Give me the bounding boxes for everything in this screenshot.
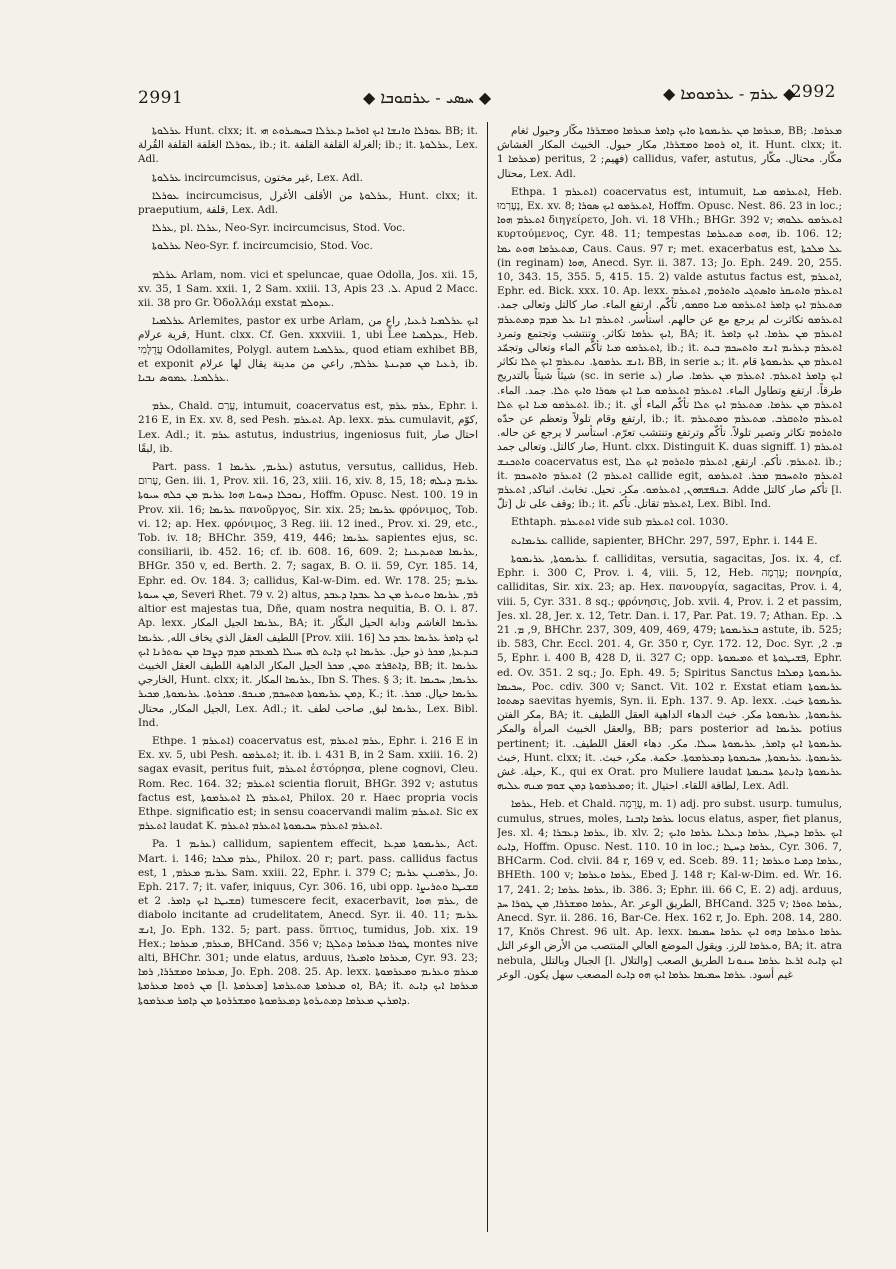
- left-column: [138, 124, 478, 1236]
- left-column-entry: ܥܪܠܡ Arlam, nom. vici et speluncae, quae Odolla, Jos. xii. 15, xv. 35, 1 Sam. xxii. 1, 2 Sam. xxiii. 13, Apis ܠ. 23. Apud 2 Macc. xii. 38 pro Gr. Ὀδολλάμ exstat ܥܕܘܠܡ.: [138, 268, 478, 310]
- left-column-entry: Pa. ܥܪܝܡ 1) callidum, sapientem effecit, ܥܪܝܡܘܬܐ ܡܕܥܐ, Act. Mart. i. 146; ܥܪܡ ܡܠܟܐ, Philox. 20 r; part. pass. callidus factus est, ܥܪܝܡ ܡܥܪܡ, 1 Sam. xxiii. 22, Ephr. i. 379 C; ܥܪܡܝܢܢ ܥܪܝܡ, Jo. Eph. 217. 7; it. vafer, iniquus, Cyr. 306. 16, ubi opp. ܩܫܝܛܐ ܘܬܪܝܨܐ et ܩܫܝܛܐ ܐܝܟ ܕܐܡܪ. 2) tumescere fecit, exacerbavit, ܥܪܡ ܗܘܐ, de diabolo incitante ad crudelitatem, Anecd. Syr. ii. 40. 11; ܥܪܝܡ ܐܢܫ, Jo. Eph. 132. 5; part. pass. ὕπτιος, tumidus, Job. xix. 19 Hex.; ܡܥܪܡ, ܡܥܪܡܐ, BHCand. 356 v; ܛܘܪܐ ܡܥܪܡܐ ܕܬܠܓܐ montes nive alti, BHChr. 301; unde elatus, arduus, ܡܥܪܡܐ ܘܐܡܝܪܐ, Cyr. 93. 23; ܡܥܪܡܐ ܘܡܫܪܪܐ, ܪܡܐ, Jo. Eph. 208. 25. Ap. lexx. ܡܥܪܡ ܘܥܪܝܡ ܘܡܥܪܡܘܬܐ ܡܢ ܪܘܡܐ ܡܥܪܡܬܐ [l. ܡܥܪܡܬܐ] ܐܘ ܡܥܪܡܬܐ ܡܬܥܪܡܬܐ, BA; it. ܡܥܪܡܐ ܐܝܟ ܕܐܝܬ ܕܐܡܪܝܢ ܡܥܪܡܐ ܕܡܬܝܪܘܬܐ ܕܡܥܪܡܘܬܐ ܘܡܫܪܪܘܬܐ ܡܢ ܕܐܡܪ ܡܥܪܡܘܬܐ.: [138, 838, 478, 1007]
- right-column-entry: Ethtaph. ܐܬܬܥܪܡ vide sub ܐܬܥܪܡ col. 1030.: [511, 516, 729, 529]
- right-column-entry: Ethpa. ܐܬܥܪܡ 1) coacervatus est, intumuit, ܐܬܥܪܡܘ ܡܝܐ, Heb. נֶעֶרְמוּ, Ex. xv. 8; ܐܬܥܪܡܘ ܐܝܟ ܣܘܪܐ, Hoffm. Opusc. Nest. 86. 23 in loc.; ܐܬܥܪܡ ܗܘܐ διηγείρετο, Joh. vi. 18 VHh.; BHGr. 392 v; ܐܬܥܪܡܘ ܥܠܘܗܝ κυρτούμενος, Cyr. 48. 11; tempestas ܗܘܬ ܡܬܥܪܡܐ, ib. 106. 12; ܡܬܥܪܡܐ ܗܘܬ ܝܡܐ, Caus. Caus. 97 r; met. exacerbatus est, ܥܠ ܡܠܟܬܐ (in reginam) ܗܘܐ, Anecd. Syr. ii. 387. 13; Jo. Eph. 249. 20, 255. 10, 343. 15, 355. 5, 415. 15. 2) valde astutus factus est, ܐܬܥܪܡ, Ephr. ed. Bick. xxx. 10. Ap. lexx. ܐܬܥܪܡ ܘܐܬܝܩܪ ܘܐܣܬܓܝ ܘܐܬܪܘܡ, ܐܬܥܪܡ ܡܬܥܪܡ ܐܝܟ ܕܐܡܪ ܐܬܥܪܡܘ ܡܝܐ ܘܩܡܘ, تأكّم. ارتفع الماء. صار كالتل وتعالى جمد. ܐܬܥܪܡܘ تكاثرت لم يرجع مع عن حالهم. استأسر. ܐܬܥܪܡ ܐܢܐ ܥܠ ܡܕܡ ܕܡܬܥܪܡ ܐܝܟ ܥܪܡܐ تكاثر. وتنتشب وتجتمع وتمرد, BA; it. ܐܬܥܪܡ ܡܢ ܥܪܡܐ. ܐܝܟ ܕܐܡܪ ܐܬܥܪܡܘ ܡܝܐ تأكّم الماء وتعالى وتجمّد, ib.; it. ܐܬܥܪܡ ܕܥܪܝܡ ܐܢܫ ܘܐܬܚܟܡ ܒܝܬ ܐܢܫ ܥܪܡܘܬܐ. ܢܬܥܪܡ ܐܝܟ ܬܠܐ تكاثر، BB, in serie ܥ; it. ܐܬܥܪܡ ܡܢ ܥܪܝܡܘܬܐ قام شيئاً شيئاً بالتدريج (sc. in serie ܥ) ܐܝܟ ܕܐܡܪ ܐܬܥܪܡ. ܐܬܥܪܡ ܡܢ ܥܪܡܐ. صار طرقاً. ارتفع وتطاول الماء. ܐܬܥܪܡ ܐܬܥܪܡܘ ܡܝܐ ܐܝܟ ܣܘܪܐ ܘܐܝܟ ܬܠܐ. جمد. الماء. ܐܬܥܪܡܘ ܡܝܐ ܐܝܟ ܬܠܐ. ib.; it. ܐܬܥܪܡ ܡܢ ܥܪܡܐ. ܡܬܥܪܡ ܐܝܟ ܬܠܐ تأكّم الماء أي ارتفع وقام تلولاً وتعظم عن حدّه, ib.; it. ܐܬܥܪܡ ܘܐܬܩܪܒ. ܡܬܥܪܡ ܘܡܬܥܪܡ ܘܐܬܪܘܡ تكاثر وتصير تلولاً. تأكّم وترتفع وتنتشب تعرّم. استأسر لا يرجع عن حاله. صار كالتل. وتعالى جمد, Hunt. clxx. Distinguit K. duas signiff. 1) ܐܬܥܪܡ ܘܐܬܟܢܫ coacervatus est, ܐܬܥܪܡ. تأكم. ارتقع, ܐܬܥܪܡ ܘܐܬܪܘܡ ܐܝܟ ܬܠܐ. ib.; it. ܐܬܥܪܡ 2) ܐܬܥܪܡ ܘܐܬܚܟܡ callide egit, ܐܬܥܪܡ ܘܐܬܚܟܡ ܡܟܪ. ܐܬܥܪܡܘ ܒܢܦܫܗܘܢ, ܐܬܥܪܡܘ. مكر. تحيل. تخابث. اتباكد, ܐܬܥܪܡ. Adde تأكم صار كالتل [l. تلّ] وقف على تل; ib.; it. ܐܬܥܪܡ تقاتل. تأكم, Lex. Bibl. Ind.: [497, 185, 842, 511]
- right-column-entry: ܥܪܝܡܐܝܬ callide, sapienter, BHChr. 297, 597, Ephr. i. 144 E.: [511, 534, 818, 547]
- column-divider: [487, 122, 488, 1232]
- right-column-entry: ܡܥܪܡܐ ܡܢ ܥܪܝܡܘܬܐ ܘܐܝܟ ܕܐܡܪ ܡܥܪܡܐ ܘܡܫܪܪܐ مكّار وحيول ثغام, BB; ܡܥܪܡܐ. ܐܘ ܪܘܡܐ ܘܡܫܪܪܐ, مكار حيول. الخبيث المكار الغشاش, it. Hunt. clxx; it. ܡܥܪܡܐ 1) peritus, فهيم; 2) callidus, vafer, astutus, مكّار. محتال. مكّار محتال, Lex. Adl.: [497, 125, 842, 180]
- right-column-entry: ܥܪܡܐ, Heb. et Chald. עֲרֵמָה, m. 1) adj. pro subst. usurp. tumulus, cumulus, strues, moles, ܥܪܡܐ ܕܐܒܢܐ locus elatus, asper, fiet planus, Jes. xl. 4; ܥܪܡܐ ܕܥܒܪܐ, ib. xlv. 2; ܐܝܟ ܥܪܡܐ ܕܚܛܐ, ܥܪܡܐ ܕܥܠܝܐ ܥܪܡܐ ܘܐܝܟ ܕܐܝܬ, Hoffm. Opusc. Nest. 110. 10 in loc.; ܥܪܡܐ ܕܚܛܐ, Cyr. 306. 7, BHCarm. Cod. clvii. 84 r, 169 v, ed. Sceb. 89. 11; ܥܪܡܐ ܕܡܝܐ ܘܥܪܡܐ, BHEth. 100 v; ܥܪܡܐ ܘܥܪܡܐ, Ebed J. 148 r; Kal-w-Dim. ed. Wr. 16. 17, 241. 2; ܥܪܡܐ ܥܪܡܐ, ib. 386. 3; Ephr. iii. 66 C, E. 2) adj. arduus, ܥܪܡܐ ܘܡܫܪܪܐ, ܡܢ ܛܘܪܐ ܚܕ, Ar. الطريق الوعر, BHCand. 325 v; ܥܪܡܐ ܬܘܪܐ, Anecd. Syr. ii. 286. 16, Bar-Ce. Hex. 162 r, Jo. Eph. 208. 14, 280. 17, Knös Chrest. 96 ult. Ap. lexx. ܥܪܡܐ ܘܥܪܡܐ ܕܗܘ ܐܝܟ ܥܪܡܐ ܚܡܝܡܐ ܘܥܪܡܐ للرز. ويقول الموضع العالي المنتصب من الأرض الوعر التل, BA; it. atra nebula, الجبال وبالتلل [l. والتلال] ܐܝܟ ܕܐܝܬ ܐܪܥܐ ܥܪܡܐ ܚܢܘܢܐ الطريق الصعب غيم أسود. ܥܪܡܐ ܚܡܝܡܐ ܥܪܡܐ ܐܝܟ ܗܘ ܕܐܝܬ المصعب سهل يكون. الوعر: [497, 798, 842, 981]
- left-column-entry: ܥܪܠܡܝܐ Arlemites, pastor ex urbe Arlam, ܐܝܟ ܥܪܠܡܝܐ ܪܥܝܐ, راعٍ من قرية عرلام, Hunt. clxx. Cf. Gen. xxxviii. 1, ubi Lee ܥܕܠܡܝܐ, Heb. עֲדֻלָּמִי Odollamites, Polygl. autem ܥܪܠܡܝܐ, quod etiam exhibet BB, et exponit ܪܥܝܐ ܡܢ ܡܕܝܢܬܐ ܥܪܠܡ, راعي من مدينة يقال لها عرلام, ib. ܥܪܠܡܝܐ. ܥܡܘܣ ܢܒܝܐ.: [138, 315, 478, 385]
- left-running-head: ◆ ܚܣܝ - ܥܪܩܘܒܐ ◆: [363, 88, 492, 107]
- left-column-entry: Ethpe. ܐܬܥܪܡ 1) coacervatus est, ܥܪܡ ܐܬܥܪܡ, Ephr. i. 216 E in Ex. xv. 5, ubi Pesh. ܐܬܥܪܡܘ; it. ib. i. 431 B, in 2 Sam. xxiii. 16. 2) sagax evasit, peritus fuit, ܐܬܥܪܡ ἐστόρησα, plene cognovi, Cleu. Rom. Rec. 164. 32; ܐܬܥܪܡ scientia floruit, BHGr. 392 v; astutus factus est, ܐܬܥܪܡ ܠܐ ܐܬܥܪܡܘܬܐ, Philox. 20 r. Haec propria vocis Ethpe. significatio est; in sensu coacervandi malim ܐܬܥܪܡ. Sic ex ܐܬܥܪܡ laudat K. ܐܬܥܪܡ ܐܬܥܪܡ ܚܟܝܡܘܬܐ ܐܬܥܪܡ ܐܬܥܪܡ.: [138, 734, 478, 833]
- left-column-entry: ܥܪܠܘܬܐ Neo-Syr. f. incircumcisio, Stod. Voc.: [152, 240, 373, 253]
- left-column-entry: ܥܪܠܘܬܐ Hunt. clxx; it. ܥܘܪܠܐ ܘܐܢܫܐ ܐܝܟ ܐܘܪܚܐ ܕܥܪܠܐ ܒܚܣܝܪܘܬ ܗܝ BB; it. ܥܘܪܠܐ الغلفة القلفة القُرلة, ib.; it. الغرلة القلفة القلفة; ib.; it. ܥܪܠܘܬܐ, Lex. Adl.: [138, 125, 478, 166]
- left-column-entry: ܥܪܡ, Chald. עֲרַם, intumuit, coacervatus est, ܥܪܡ ܥܪܡ, Ephr. i. 216 E, in Ex. xv. 8, sed Pesh. ܐܬܥܪܡ. Ap. lexx. ܥܪܡ cumulavit, كوّم, Lex. Adl.; it. ܥܪܡ astutus, industrius, ingeniosus fuit, احتال صار لبقًا, ib.: [138, 400, 478, 455]
- left-column-entry: ܥܪܠܘܬܐ incircumcisus, غير مختون, Lex. Adl.: [152, 171, 363, 184]
- right-column-entry: ܥܪܝܡܘܬܐ, ܥܪܝܡܘܬܐ f. calliditas, versutia, sagacitas, Jos. ix. 4, cf. Ephr. i. 300 C, Prov. i. 4, viii. 5, 12, Heb. עָרְמָה; πονηρία, calliditas, Sir. xix. 23; ap. Hex. πανουργία, sagacitas, Prov. i. 4, viii. 5, Cyr. 331. 8 sq.; φρόνησις, Job. xvii. 4, Prov. i. 2 et passim, Jes. xl. 28, Jer. x. 12, Tetr. Dan. i. 17, Par. Pat. 19. 7; Athan. Ep. ܠ. 9, ܡ. 21, BHChr. 237, 309, 409, 469, 479; ܒܥܪܝܡܘܬܐ astute, ib. 525; ib. 583, Chr. Eccl. 201. 4, Gr. 350 r, Cyr. 172. 12, Doc. Syr. ܡ. 2, 5, Ephr. i. 400 B, 428 D, ii. 327 C; opp. ܬܡܝܡܘܬܐ et ܦܫܝܛܘܬܐ, Ephr. ed. Ov. 351. 2 sq.; Jo. Eph. 49. 5; Spiritus Sanctus ܥܪܝܡܘܬܐ ܕܡܠܟܐ ܚܟܝܡܐ, Poc. cdiv. 300 v; Sanct. Vit. 102 r. Exstat etiam ܥܪܝܡܘܬܐ ܕܣܬܘܐ saevitas hyemis, Syn. ii. Eph. 137. 9. Ap. lexx. ܥܪܝܡܘܬܐ خبث. مكر الفتن, BA; it. ܥܪܝܡܘܬܐ, ܥܪܝܡܘܬܐ مكر. خبث الدهاء الداهية العقل اللطيف والعقل الخبيث المرأة والمكر, BB; pars posterior ad ܥܪܝܡܐ potius pertinent; it. ܥܪܝܡܘܬܐ ܐܝܟ ܕܐܡܪ, ܥܪܝܡܘܬܐ ܚܝܠܐ. مكر. دهاء العقل اللطيف. خبث, Hunt. clxx; it. ܥܪܝܡܘܬܐ. ܥܪܝܡܘܬܐ, ܚܟܝܡܘܬܐ ܕܡܥܪܡܘܬܐ. حكمة. مكر، خبث. حيلة. غش, K., qui ex Orat. pro Muliere laudat ܥܪܝܡܘܬܐ ܕܐܢܬܬܐ ܚܟܝܡܬܐ ܘܡܥܪܡܘܬܐ ܕܡܢ ܫܘܡ ܡܢܗ ܥܠܝܗ; it. لطافة اللقاء. احتيال, Lex. Adl.: [497, 552, 842, 793]
- right-running-head: ◆ ܥܪܡ - ܥܪܡܘܡܐ ◆: [663, 84, 796, 103]
- left-page-number: 2991: [138, 88, 184, 108]
- page-header: [138, 82, 836, 112]
- left-column-entry: ܥܪܠܐ, pl. ܥܪܠܐ, Neo-Syr. incircumcisus, Stod. Voc.: [152, 222, 406, 235]
- left-column-entry: ܥܘܪܠܐ incircumcisus, ܥܪܠܘܬܐ من الأقلف الأغرل, Hunt. clxx; it. praeputium, قلفة, Lex. Adl.: [138, 189, 478, 217]
- right-column: [497, 124, 842, 1236]
- left-column-entry: Part. pass. ܥܪܝܡ, ܥܪܝܡܐ 1) astutus, versutus, callidus, Heb. עָרוּם, Gen. iii. 1, Prov. xii. 16, 23, xiii. 16, xiv. 8, 15, 18; ܥܪܝܡ ܕܝܠܗ ܢܘܟܠܐ ܕܚܘܝܐ ܗܘܐ ܥܪܝܡ ܡܢ ܟܠܗ ܚܝܘܬܐ, Hoffm. Opusc. Nest. 100. 19 in Prov. xii. 16; ܥܪܝܡܐ πανοῦργος, Sir. xix. 25; ܥܪܝܡܐ φρόνιμος, Tob. vi. 12; ap. Hex. φρόνιμος, 3 Reg. iii. 12 ined., Prov. xi. 29, etc., Tob. iv. 18; BHChr. 359, 419, 446; ܥܪܝܡܐ sapientes ejus, sc. consiliarii, ib. 452. 16; cf. ib. 608. 16, 609. 2; ܥܪܝܡܐ ܡܬܝܕܥܢܐ, BHGr. 350 v, ed. Berth. 2. 7; sagax, B. O. ii. 59, Cyr. 185. 14, Ephr. ed. Ov. 184. 3; callidus, Kal-w-Dim. ed. Wr. 178. 25; ܥܪܝܡ ܡܢ ܚܝܘܬܐ, Severi Rhet. 79 v. 2) altus, ܪܡ, ܥܪܝܡܐ ܘܝܬܝܪ ܡܢ ܟܠ ܥܒܕܐ ܕܥܒܕ altior est majestas tua, Dñe, quam nostra nequitia, B. O. i. 87. Ap. lexx. ܥܪܝܡܐ الجيل المكار, BA; it. ܥܪܝܡܐ الغاشم ودابة الحيل البكّار اللطيف العقل الذي يخاف الله, ܥܪܝܡܐ [Prov. xiii. 16] ܐܝܟ ܕܐܡܪ ܥܪܝܡܐ ܥܒܕ ܟܠ ܒܝܕܥܬܐ, ܡܟܪ ذو حيل. ܥܪܝܡܐ ܐܝܟ ܕܐܝܬ ܠܗ ܚܝܠܐ ܠܡܥܒܕ ܡܕܡ ܕܨܒܐ ܡܢ ܝܘܬܪܢܐ ܐܝܟ ܕܐܬܦܪܫ ܬܡܢ, ܡܟܪ الجيل المكار الداهية اللطيف العقل الخبيث, BB; it. ܥܪܝܡܐ الخارجي, Hunt. clxx; it. ܥܪܝܡܐ المكار, Ibn S. Thes. § 3; it. ܥܪܝܡܐ, ܚܟܝܡܐ ܕܡܢ ܥܪܝܡܘܬܐ ܡܬܚܟܡ, ܡܢܟܦ. ܡܟܪܘܬܐ. ܥܪܝܡܘܬܐ, ܡܟܝܪ, K.; it. ܥܪܝܡܐ حيال. ܡܟܪ. الجيل المكار, محتال, Lex. Adl.; it. ܥܪܝܡܐ لبق, صاحب لطف, Lex. Bibl. Ind.: [138, 461, 478, 729]
- right-page-number: 2992: [790, 82, 836, 102]
